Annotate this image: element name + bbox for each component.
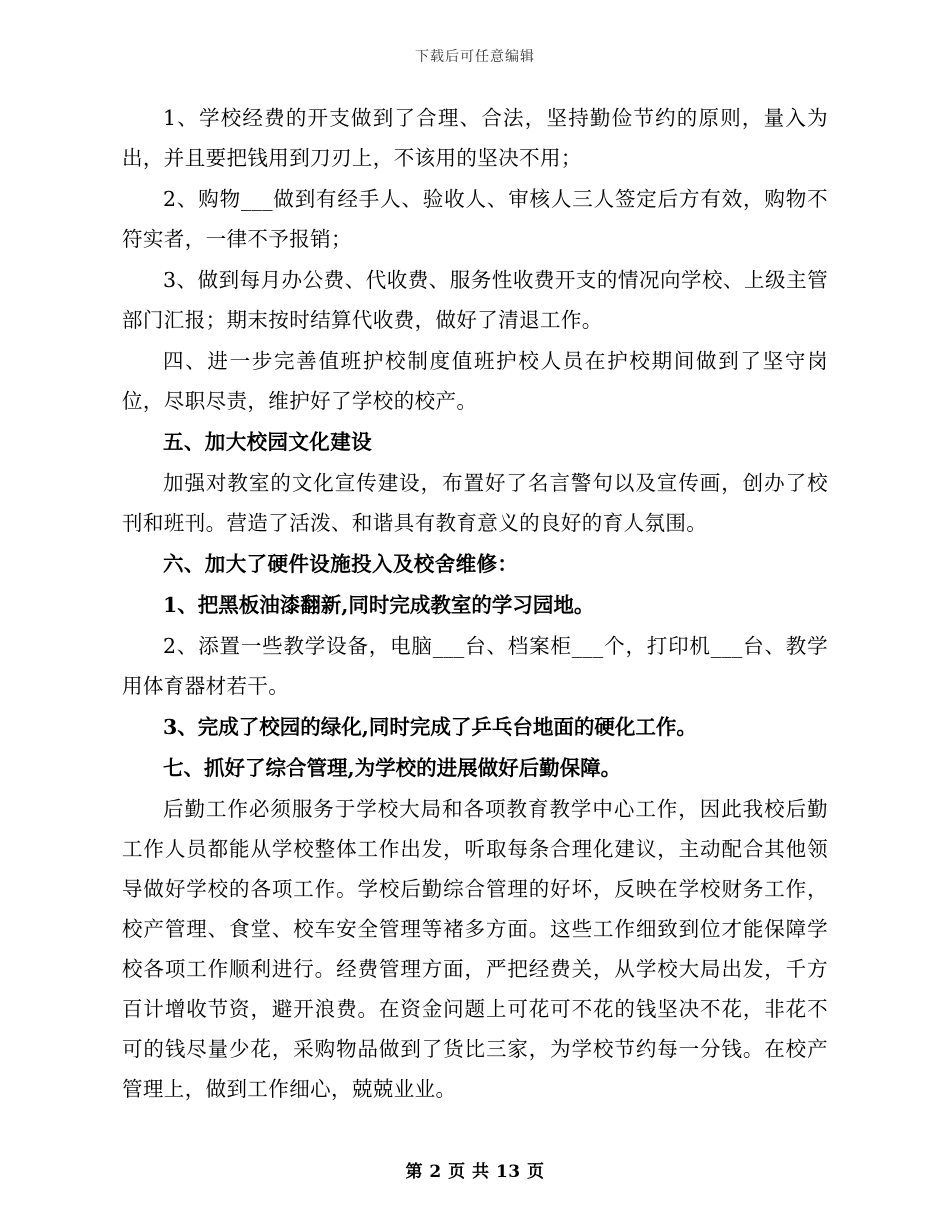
page-footer: 第 2 页 共 13 页 [405,1162,545,1182]
section-heading-six: 六、加大了硬件设施投入及校舍维修： [163,552,519,576]
paragraph-10: 3、完成了校园的绿化,同时完成了乒乓台地面的硬化工作。 [163,715,697,739]
document-body [122,98,828,1110]
paragraph-12: 后勤工作必须服务于学校大局和各项教育教学中心工作，因此我校后勤工作人员都能从学校整体工作出发，听取每条合理化建议，主动配合其他领导做好学校的各项工作。学校后勤综合管理的好坏，反映在学校财务工作，校产管理、食堂、校车安全管理等褚多方面。这些工作细致到位才能保障学校各项工作顺利进行。经费管理方面，严把经费关，从学校大局出发，千方百计增收节资，避开浪费。在资金问题上可花可不花的钱坚决不花，非花不可的钱尽量少花，采购物品做到了货比三家，为学校节约每一分钱。在校产管理上，做到工作细心，兢兢业业。 [122,797,828,1101]
paragraph-8: 1、把黑板油漆翻新,同时完成教室的学习园地。 [163,593,595,617]
section-heading-five: 五、加大校园文化建设 [163,430,372,454]
section-heading-seven: 七、抓好了综合管理,为学校的进展做好后勤保障。 [163,756,622,780]
page-header-watermark: 下载后可任意编辑 [415,49,535,65]
paragraph-1: 1、学校经费的开支做到了合理、合法，坚持勤俭节约的原则，量入为出，并且要把钱用到刀刃上，不该用的坚决不用； [122,106,828,170]
paragraph-2: 2、购物___做到有经手人、验收人、审核人三人签定后方有效，购物不符实者，一律不予报销； [122,187,828,251]
paragraph-3: 3、做到每月办公费、代收费、服务性收费开支的情况向学校、上级主管部门汇报；期末按时结算代收费，做好了清退工作。 [122,268,828,332]
paragraph-6: 加强对教室的文化宣传建设，布置好了名言警句以及宣传画，创办了校刊和班刊。营造了活泼、和谐具有教育意义的良好的育人氛围。 [122,471,828,535]
paragraph-4: 四、进一步完善值班护校制度值班护校人员在护校期间做到了坚守岗位，尽职尽责，维护好了学校的校产。 [122,349,828,413]
paragraph-9: 2、添置一些教学设备，电脑___台、档案柜___个，打印机___台、教学用体育器材若干。 [122,634,828,698]
